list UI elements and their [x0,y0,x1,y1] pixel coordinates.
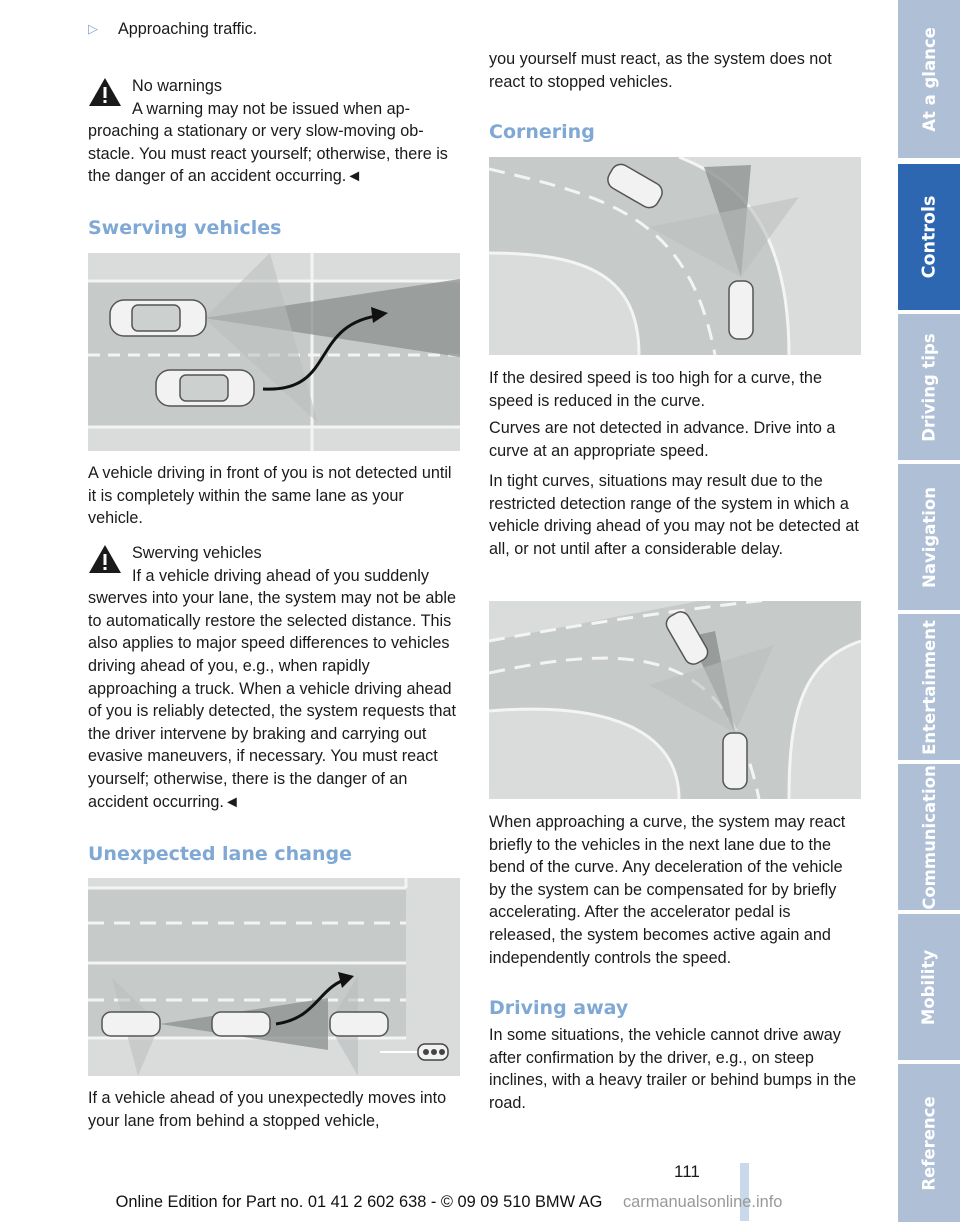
para-corner-4: When approaching a curve, the system may react briefly to the vehicles in the next lane due to the bend of the curve. Any deceleration of the vehicle by the system can be compensated for by briefly accelerating. After the accelerator pedal is released, the system becomes active again and independently controls the speed. [489,813,846,967]
tab-controls[interactable]: Controls [898,164,960,310]
warning-block-2 [88,542,460,813]
car-front [110,300,206,336]
bullet-triangle-icon: ▷ [88,21,98,36]
tab-mobility[interactable]: Mobility [898,914,960,1060]
tab-communication[interactable]: Communication [898,764,960,910]
side-tabs [898,0,960,1222]
heading-lane-change: Unexpected lane change [88,843,353,865]
warning-block-1 [88,75,460,188]
heading-swerving: Swerving vehicles [88,217,282,239]
warning-text: swerves into your lane, the system may not be able to automatically restore the selected distance. This also applies to major speed differences to vehicles driving ahead of you, e.g., when rapidly approaching a truck. When a vehicle driving ahead of you is reliably detected, the system requests that the driver intervene by braking and carrying out evasive maneuvers, if necessary. You must react yourself; otherwise, there is the danger of an accident occurring.◄ [88,589,457,811]
car-swerving [156,370,254,406]
para-corner-3: In tight curves, situations may result due to the restricted detection range of the system in which a vehicle driving ahead of you may not be detected at all, or not until after a considerable delay. [489,472,859,558]
footer-edition [0,1193,898,1212]
warning-icon [88,544,122,574]
bullet-text: Approaching traffic. [118,20,258,38]
swerving-illustration [88,253,460,451]
warning-line: A warning may not be issued when ap- [132,99,411,118]
tab-navigation[interactable]: Navigation [898,464,960,610]
page-number: 111 [674,1162,700,1181]
warning-title: No warnings [132,77,222,95]
lane-change-illustration [88,878,460,1076]
cornering-illustration-2 [489,601,861,799]
para-driving-away: In some situations, the vehicle cannot drive away after confirmation by the driver, e.g., on steep inclines, with a heavy trailer or behind bumps in the road. [489,1026,857,1112]
para-corner-1: If the desired speed is too high for a curve, the speed is reduced in the curve. [489,369,822,410]
tab-at-a-glance[interactable]: At a glance [898,0,960,158]
footer-text: Online Edition for Part no. 01 41 2 602 638 - © 09 09 510 BMW AG [115,1193,603,1211]
para-corner-2: Curves are not detected in advance. Drive into a curve at an appropriate speed. [489,419,836,460]
watermark: carmanualsonline.info [622,1193,783,1211]
bullet-item [88,18,460,41]
warning-text: proaching a stationary or very slow-moving obstacle. You must react yourself; otherwise, there is the danger of an accident occurring.◄ [88,122,448,186]
para-lane-change: If a vehicle ahead of you unexpectedly moves into your lane from behind a stopped vehicle, [88,1089,447,1130]
tab-driving-tips[interactable]: Driving tips [898,314,960,460]
page-number-bar [740,1163,749,1221]
tab-reference[interactable]: Reference [898,1064,960,1222]
para-swerving: A vehicle driving in front of you is not detected until it is completely within the same lane as your vehicle. [88,464,452,528]
warning-title: Swerving vehicles [132,544,262,562]
heading-cornering: Cornering [489,121,595,143]
warning-line: If a vehicle driving ahead of you suddenly [132,566,429,585]
warning-icon [88,77,122,107]
cornering-illustration-1 [489,157,861,355]
tab-entertainment[interactable]: Entertainment [898,614,960,760]
heading-driving-away: Driving away [489,997,629,1019]
para-continue: you yourself must react, as the system does not react to stopped vehicles. [489,50,832,91]
